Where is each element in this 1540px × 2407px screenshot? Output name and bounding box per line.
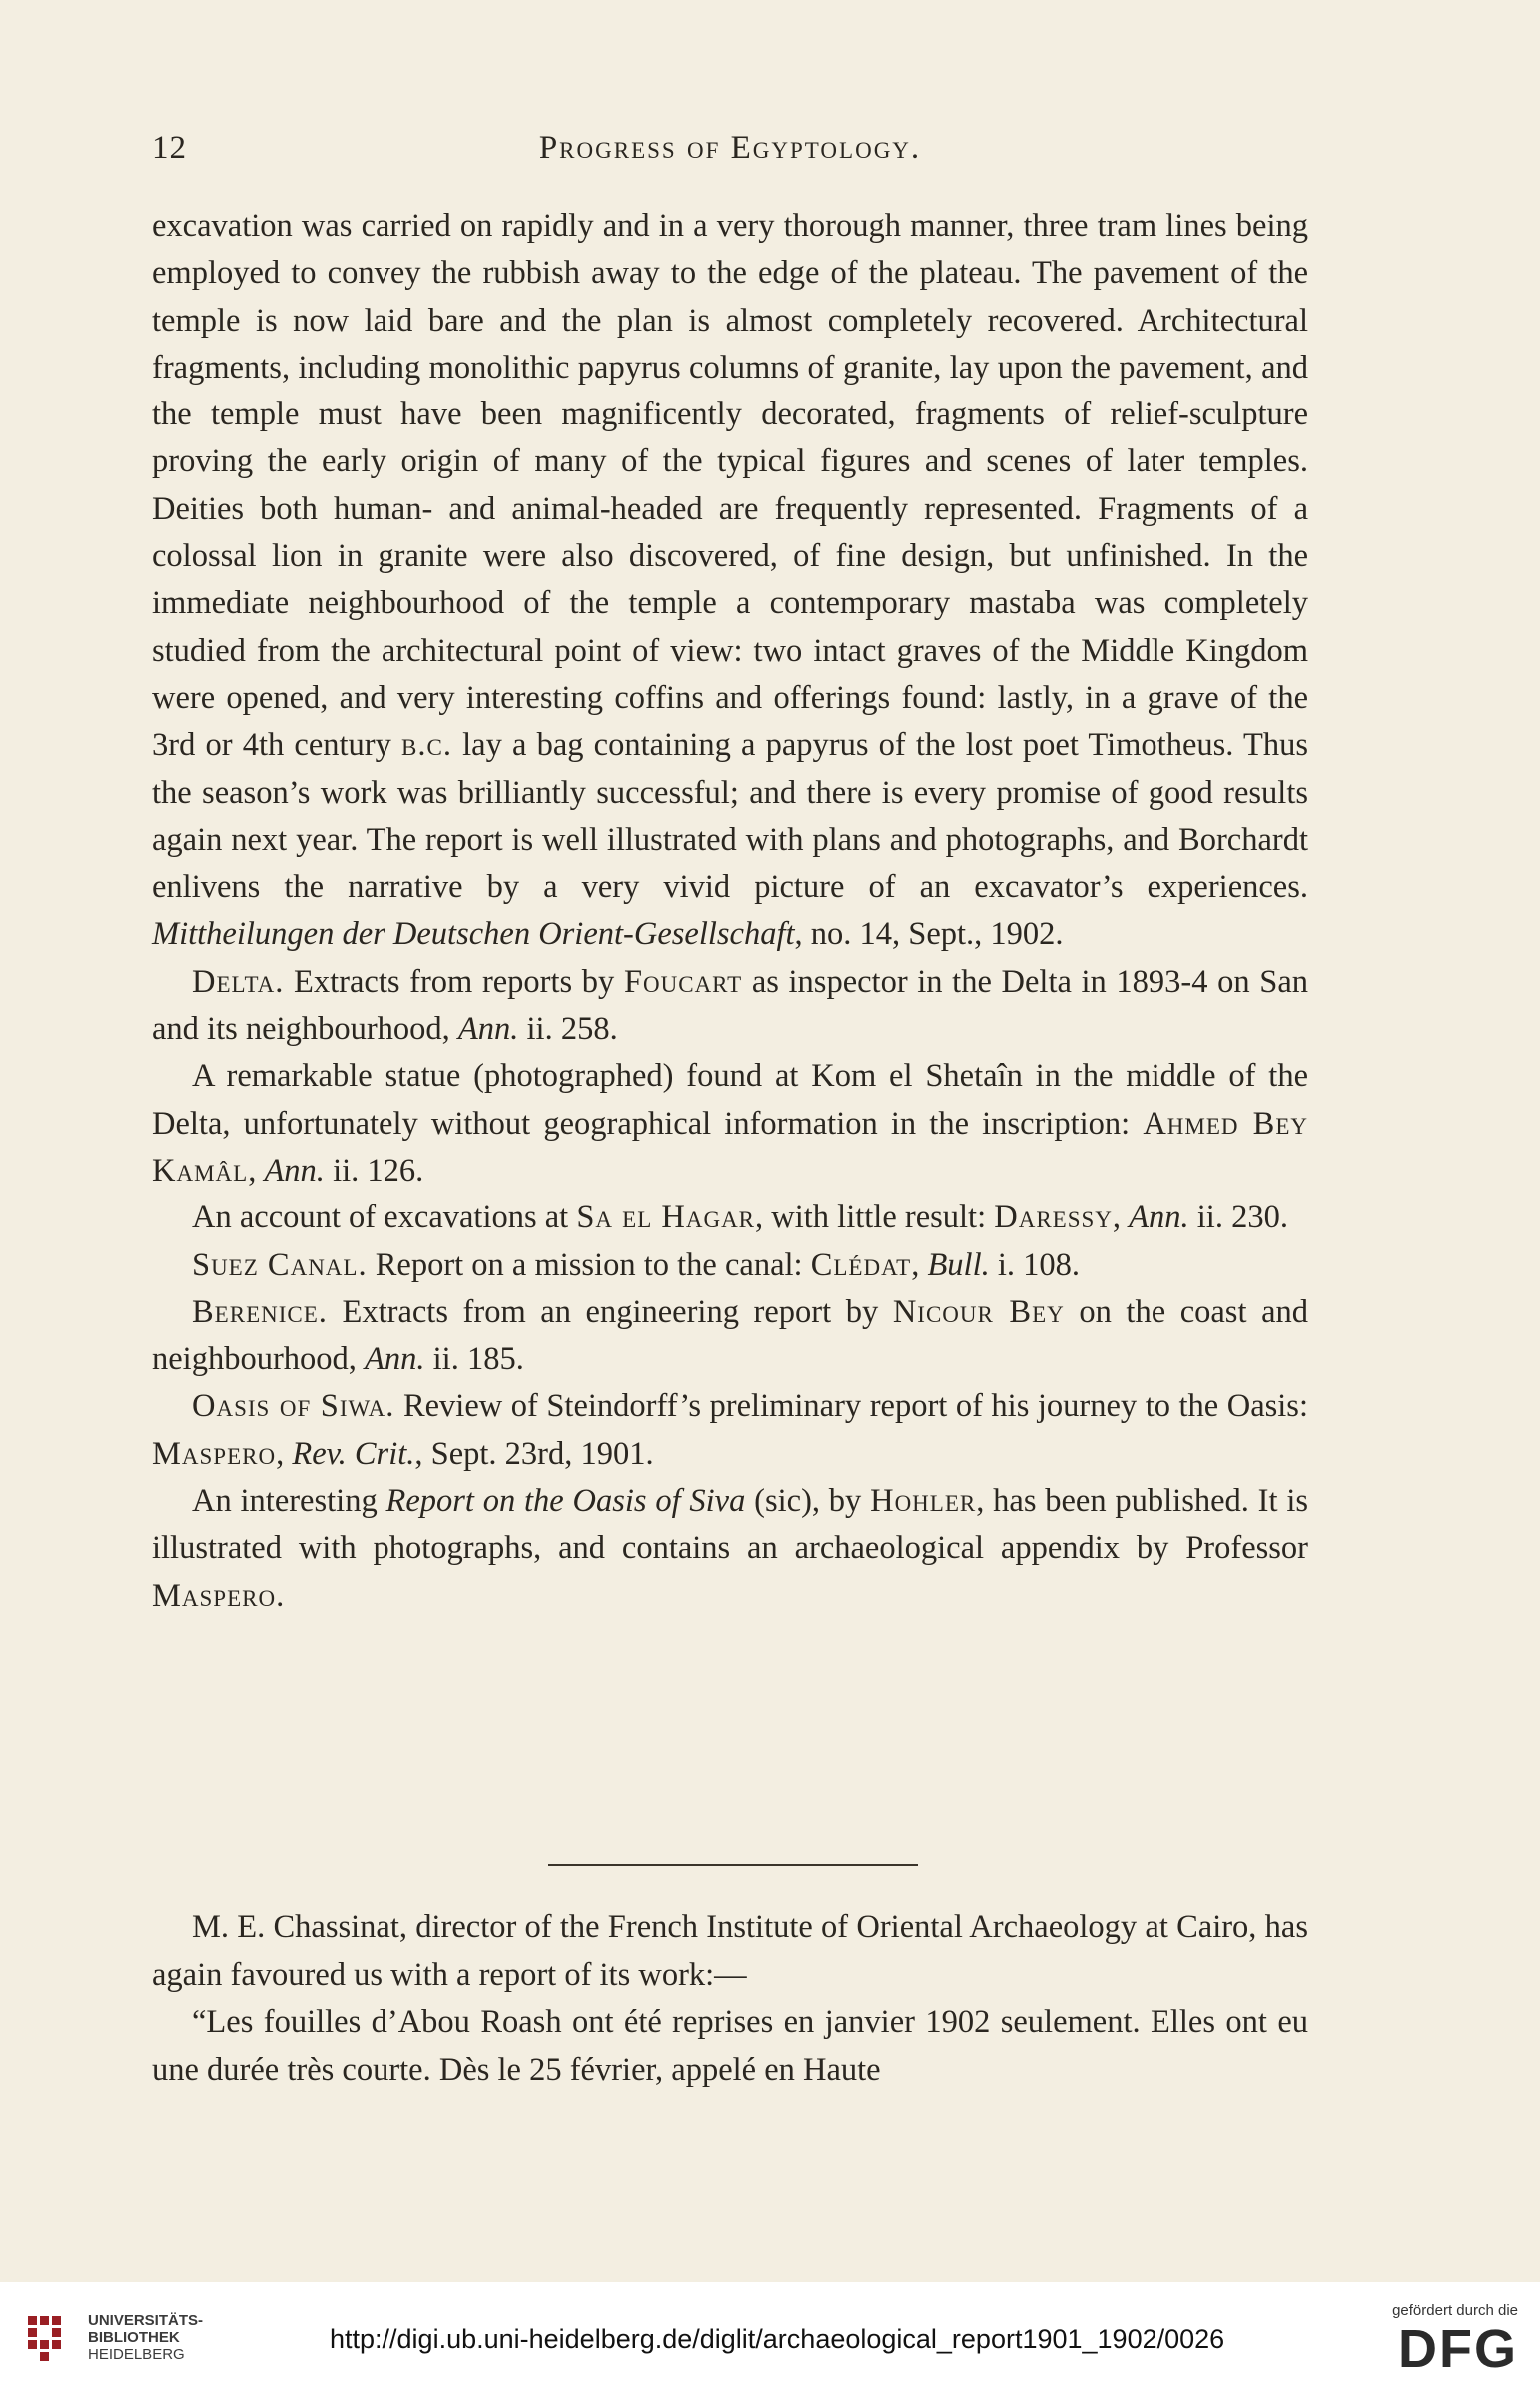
body-text-continued xyxy=(152,1903,1308,2094)
paragraph xyxy=(152,1383,1308,1478)
small-caps-text: Ahmed Bey Kamâl xyxy=(152,1105,1308,1189)
paragraph xyxy=(152,1478,1308,1620)
italic-text: Ann. xyxy=(457,1011,519,1048)
text-run: excavation was carried on rapidly and in a very thorough manner, three tram lines being employed to convey the rubbish away to the edge of the plateau. The pavement of the temple is now laid bare and the plan is almost completely recovered. Architectural fragments, including monolithic papyrus columns of granite, lay upon the pavement, and the temple must have been magnificently decorated, fragments of relief-sculpture proving the early origin of many of the typical figures and scenes of later temples. Deities both human- and animal-headed are frequently represented. Fragments of a colossal lion in granite were also discovered, of fine design, but unfinished. In the immediate neighbourhood of the temple a contemporary mastaba was completely studied from the architectural point of view: two intact graves of the Middle Kingdom were opened, and very interesting coffins and offerings found: lastly, in a grave of the 3rd or 4th century xyxy=(152,208,1308,764)
page-number: 12 xyxy=(152,130,187,166)
text-run: , xyxy=(248,1152,265,1189)
text-run: (sic), by xyxy=(745,1483,871,1520)
text-run: Report on a mission to the canal: xyxy=(367,1246,811,1283)
small-caps-text: Nicour Bey xyxy=(892,1293,1065,1330)
text-run: . xyxy=(276,1577,285,1614)
permalink-url[interactable]: http://digi.ub.uni-heidelberg.de/diglit/archaeological_report1901_1902/0026 xyxy=(330,2324,1225,2354)
library-name xyxy=(88,2312,203,2363)
text-run: ii. 230. xyxy=(1188,1200,1288,1236)
text-run: Review of Steindorff’s preliminary report of his journey to the Oasis: xyxy=(394,1388,1308,1425)
text-run: Extracts from reports by xyxy=(284,963,624,1000)
small-caps-text: Oasis of Siwa. xyxy=(192,1388,395,1425)
paragraph xyxy=(152,1242,1308,1289)
italic-text: Bull. xyxy=(927,1246,990,1283)
text-run: as inspector in the Delta in 1893-4 on San and its neighbourhood, xyxy=(152,963,1308,1048)
text-run: An interesting xyxy=(192,1483,386,1520)
small-caps-text: Maspero xyxy=(152,1577,277,1614)
library-name-line: UNIVERSITÄTS- xyxy=(88,2312,204,2329)
text-run: , Sept. 23rd, 1901. xyxy=(414,1435,654,1472)
text-run: lay a bag containing a papyrus of the lost poet Timotheus. Thus the season’s work was brilliantly successful; and there is every promise of good results again next year. The report is well illustrated with plans and photographs, and Borchardt enlivens the narrative by a very vivid picture of an excavator’s experiences. xyxy=(152,727,1308,906)
text-run: “Les fouilles d’Abou Roash ont été reprises en janvier 1902 seulement. Elles ont eu une durée très courte. Dès le 25 février, appelé en Haute xyxy=(152,2005,1308,2088)
paragraph xyxy=(152,1195,1308,1241)
paragraph xyxy=(152,959,1308,1054)
text-run: on the coast and neighbourhood, xyxy=(152,1293,1308,1378)
section-divider xyxy=(548,1864,918,1866)
text-run: ii. 258. xyxy=(518,1011,618,1048)
library-name-line: HEIDELBERG xyxy=(88,2346,185,2363)
text-run: , with little result: xyxy=(755,1200,995,1236)
italic-text: Ann. xyxy=(1129,1200,1189,1236)
italic-text: Ann. xyxy=(264,1152,325,1189)
text-run: An account of excavations at xyxy=(192,1200,577,1236)
italic-text: Mittheilungen der Deutschen Orient-Gesellschaft xyxy=(152,916,795,953)
italic-text: Ann. xyxy=(365,1341,425,1378)
small-caps-text: Delta. xyxy=(192,963,285,1000)
text-run: i. 108. xyxy=(989,1246,1081,1283)
dfg-logo: DFG xyxy=(1398,2319,1518,2379)
small-caps-text: Maspero xyxy=(152,1435,277,1472)
paragraph xyxy=(152,1999,1308,2094)
italic-text: Rev. Crit. xyxy=(292,1435,415,1472)
small-caps-text: Suez Canal. xyxy=(192,1246,368,1283)
paragraph xyxy=(152,203,1308,959)
text-run: , xyxy=(911,1246,928,1283)
small-caps-text: Daressy xyxy=(994,1200,1113,1236)
small-caps-text: Clédat xyxy=(810,1246,912,1283)
text-run: Extracts from an engineering report by xyxy=(327,1293,893,1330)
running-head xyxy=(152,130,1308,176)
funder-note: gefördert durch die xyxy=(1392,2302,1518,2319)
small-caps-text: Hohler xyxy=(870,1483,977,1520)
running-title: Progress of Egyptology. xyxy=(538,130,922,166)
text-run: M. E. Chassinat, director of the French Institute of Oriental Archaeology at Cairo, has again favoured us with a report of its work:— xyxy=(152,1909,1308,1993)
paragraph xyxy=(152,1903,1308,1999)
digitization-footer xyxy=(0,2282,1540,2407)
library-name-line: BIBLIOTHEK xyxy=(88,2329,180,2346)
text-run: ii. 185. xyxy=(424,1341,524,1378)
text-run: , no. 14, Sept., 1902. xyxy=(794,916,1064,953)
funder-block xyxy=(1368,2302,1518,2379)
text-run: , has been published. It is illustrated with photographs, and contains an archaeological appendix by Professor xyxy=(152,1483,1308,1567)
small-caps-text: b.c. xyxy=(401,727,452,764)
paragraph xyxy=(152,1053,1308,1195)
paragraph xyxy=(152,1289,1308,1384)
text-run: , xyxy=(1112,1200,1130,1236)
text-run: A remarkable statue (photographed) found at Kom el Shetaîn in the middle of the Delta, unfortunately without geographical information in the inscription: xyxy=(152,1058,1308,1142)
text-run: ii. 126. xyxy=(324,1152,424,1189)
italic-text: Report on the Oasis of Siva xyxy=(385,1483,746,1520)
small-caps-text: Foucart xyxy=(623,963,743,1000)
small-caps-text: Sa el Hagar xyxy=(576,1200,756,1236)
body-text xyxy=(152,203,1308,1620)
small-caps-text: Berenice. xyxy=(192,1293,328,1330)
text-run: , xyxy=(276,1435,293,1472)
